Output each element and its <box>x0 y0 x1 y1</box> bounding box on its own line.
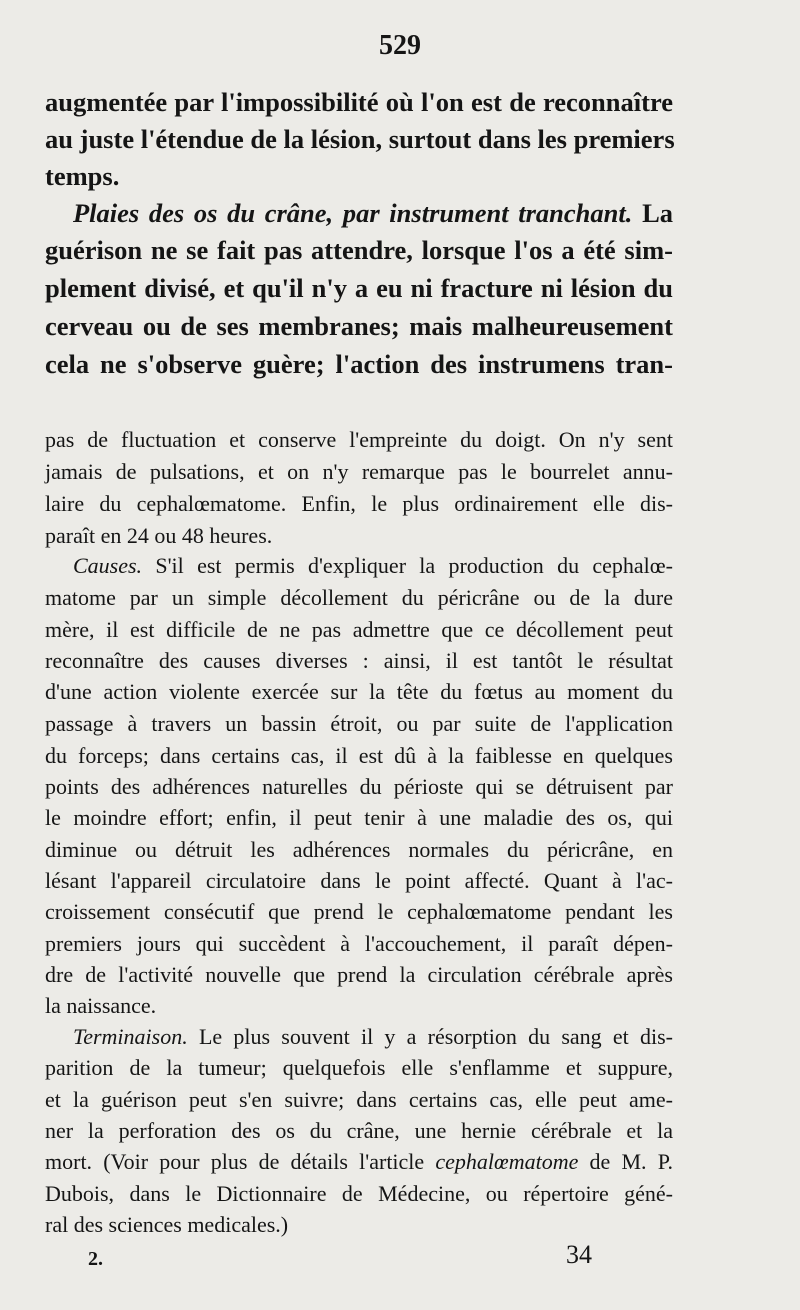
footnote-line: reconnaître des causes diverses : ainsi, il est tantôt le résultat <box>45 648 673 673</box>
footnote-line: paraît en 24 ou 48 heures. <box>45 523 273 548</box>
main-line: guérison ne se fait pas attendre, lorsque l'os a été sim- <box>45 235 673 265</box>
footnote-heading: Terminaison. <box>73 1024 188 1049</box>
footnote-line: points des adhérences naturelles du périoste qui se détruisent par <box>45 774 673 799</box>
footnote-line: la naissance. <box>45 993 157 1018</box>
signature-mark: 2. <box>88 1248 103 1270</box>
footnote-line: passage à travers un bassin étroit, ou par suite de l'application <box>45 711 673 736</box>
footnote-line: mère, il est difficile de ne pas admettre que ce décollement peut <box>45 617 673 642</box>
footnote-line: pas de fluctuation et conserve l'empreinte du doigt. On n'y sent <box>45 427 673 452</box>
footnote-line: d'une action violente exercée sur la tête du fœtus au moment du <box>45 679 673 704</box>
main-line: cela ne s'observe guère; l'action des instrumens tran- <box>45 349 673 379</box>
footnote-line: et la guérison peut s'en suivre; dans certains cas, elle peut ame- <box>45 1087 673 1112</box>
folio-number: 34 <box>566 1240 592 1269</box>
footnote-heading-line: Terminaison. Le plus souvent il y a résorption du sang et dis- <box>73 1024 673 1049</box>
footnote-line: jamais de pulsations, et on n'y remarque pas le bourrelet annu- <box>45 459 673 484</box>
footnote-heading-line: Causes. S'il est permis d'expliquer la production du cephalœ- <box>73 553 673 578</box>
main-line: temps. <box>45 161 120 191</box>
footnote-line: premiers jours qui succèdent à l'accouchement, il paraît dépen- <box>45 931 673 956</box>
footnote-line: le moindre effort; enfin, il peut tenir à une maladie des os, qui <box>45 805 673 830</box>
footnote-line: diminue ou détruit les adhérences normales du péricrâne, en <box>45 837 673 862</box>
footnote-line: mort. (Voir pour plus de détails l'article cephalœmatome de M. P. <box>45 1149 674 1174</box>
footnote-line: parition de la tumeur; quelquefois elle s'enflamme et suppure, <box>45 1055 673 1080</box>
footnote-line: Dubois, dans le Dictionnaire de Médecine, ou répertoire géné- <box>45 1181 673 1206</box>
footnote-line: laire du cephalœmatome. Enfin, le plus ordinairement elle dis- <box>45 491 673 516</box>
main-line: augmentée par l'impossibilité où l'on est de reconnaître <box>45 87 673 117</box>
footnote-line: ral des sciences medicales.) <box>45 1212 289 1237</box>
main-line: cerveau ou de ses membranes; mais malheureusement <box>45 311 673 341</box>
footnote-line: ner la perforation des os du crâne, une hernie cérébrale et la <box>45 1118 673 1143</box>
footnote-line: matome par un simple décollement du péricrâne ou de la dure <box>45 585 673 610</box>
section-heading-line: Plaies des os du crâne, par instrument tranchant. La <box>73 198 673 228</box>
footnote-line: du forceps; dans certains cas, il est dû à la faiblesse en quelques <box>45 743 673 768</box>
cited-article: cephalœmatome <box>435 1149 579 1174</box>
footnote-heading: Causes. <box>73 553 143 578</box>
footnote-line: dre de l'activité nouvelle que prend la circulation cérébrale après <box>45 962 673 987</box>
footnote-line: lésant l'appareil circulatoire dans le point affecté. Quant à l'ac- <box>45 868 673 893</box>
main-line: plement divisé, et qu'il n'y a eu ni fracture ni lésion du <box>45 273 673 303</box>
footnote-line: croissement consécutif que prend le cephalœmatome pendant les <box>45 899 673 924</box>
main-line: au juste l'étendue de la lésion, surtout dans les premiers <box>45 124 675 154</box>
section-heading: Plaies des os du crâne, par instrument tranchant. <box>73 198 633 228</box>
page-number: 529 <box>379 30 421 61</box>
